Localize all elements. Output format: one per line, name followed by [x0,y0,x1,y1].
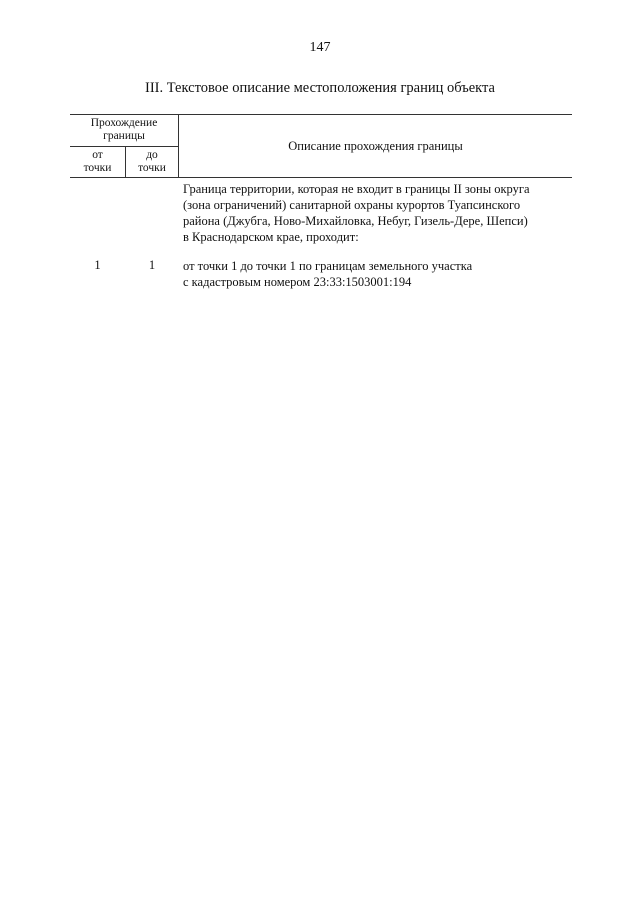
header-boundary-passage: Прохождение границы [90,117,158,142]
table-header [70,114,572,178]
header-to-point: до точки [138,149,166,174]
table-row-to: 1 [148,258,156,272]
header-description: Описание прохождения границы [288,139,463,153]
header-from-point: от точки [83,149,112,174]
table-row-description: от точки 1 до точки 1 по границам земельного участка с кадастровым номером 23:33:1503001:194 [183,259,473,289]
boundary-intro-text: Граница территории, которая не входит в границы II зоны округа (зона ограничений) санитарной охраны курортов Туапсинского района (Джубга, Ново-Михайловка, Небуг, Гизель-Дере, Шепси) в Краснодарском крае, проходит: [183,182,530,244]
table-row-from: 1 [94,258,101,272]
section-title: III. Текстовое описание местоположения границ объекта [145,80,495,96]
header-row-divider [70,146,178,147]
page-number: 147 [309,40,331,55]
